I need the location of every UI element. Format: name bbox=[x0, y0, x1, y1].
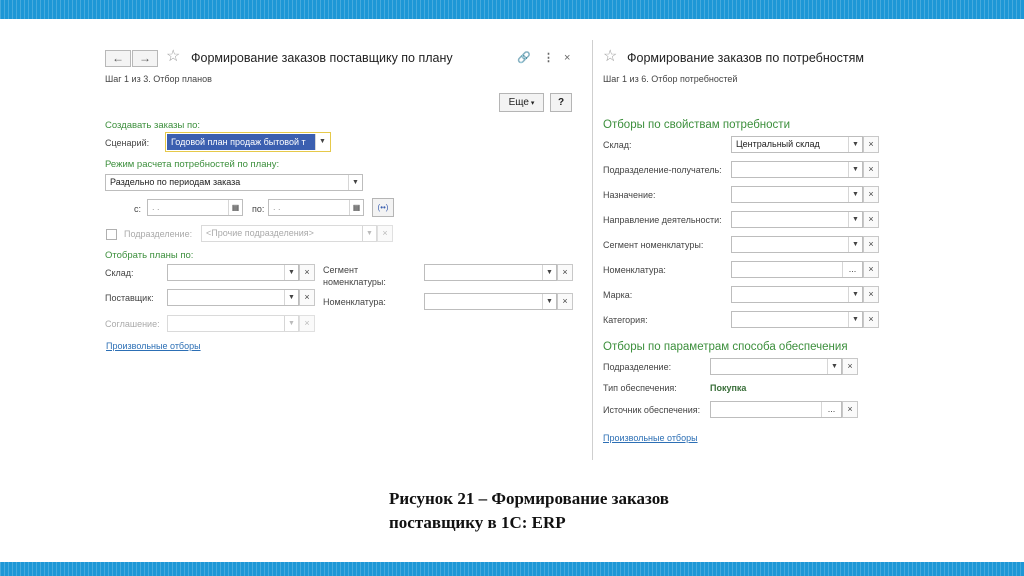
need-filter-value bbox=[732, 262, 842, 277]
agreement-clear-button[interactable]: × bbox=[299, 315, 315, 332]
need-filter-value bbox=[732, 212, 848, 227]
date-from-value: . . bbox=[152, 202, 160, 212]
agreement-field[interactable] bbox=[167, 315, 299, 332]
need-filter-value bbox=[732, 162, 848, 177]
supplier-value bbox=[168, 290, 284, 305]
need-filter-dropdown-icon[interactable]: ▼ bbox=[848, 237, 862, 252]
supply-source-select-button[interactable]: ... bbox=[821, 402, 841, 417]
scenario-field[interactable] bbox=[165, 132, 331, 152]
need-filter-label: Категория: bbox=[603, 315, 648, 325]
supply-source-label: Источник обеспечения: bbox=[603, 405, 701, 415]
calendar-icon[interactable]: ▦ bbox=[349, 200, 363, 215]
supply-division-label: Подразделение: bbox=[603, 362, 672, 372]
need-filter-field[interactable] bbox=[731, 161, 863, 178]
warehouse-clear-button[interactable]: × bbox=[299, 264, 315, 281]
supply-source-field[interactable] bbox=[710, 401, 842, 418]
create-orders-by-heading: Создавать заказы по: bbox=[105, 120, 201, 131]
need-filter-dropdown-icon[interactable]: ▼ bbox=[848, 312, 862, 327]
nomenclature-clear-button[interactable]: × bbox=[557, 293, 573, 310]
calc-mode-dropdown-icon[interactable]: ▼ bbox=[348, 175, 362, 190]
need-filter-clear-button[interactable]: × bbox=[863, 161, 879, 178]
need-filter-clear-button[interactable]: × bbox=[863, 211, 879, 228]
more-button[interactable]: Еще ▾ bbox=[499, 93, 544, 112]
close-icon[interactable]: × bbox=[564, 52, 571, 64]
scenario-value: Годовой план продаж бытовой т bbox=[167, 134, 315, 150]
need-filter-dropdown-icon[interactable]: ▼ bbox=[848, 137, 862, 152]
supply-type-value: Покупка bbox=[710, 383, 747, 393]
division-field[interactable] bbox=[201, 225, 377, 242]
top-decor-band bbox=[0, 0, 1024, 19]
nomenclature-label: Номенклатура: bbox=[323, 297, 386, 307]
date-from-input[interactable] bbox=[147, 199, 243, 216]
figure-caption bbox=[389, 487, 809, 535]
division-placeholder: <Прочие подразделения> bbox=[206, 228, 314, 238]
need-filter-dropdown-icon[interactable]: ▼ bbox=[848, 187, 862, 202]
link-icon[interactable]: 🔗 bbox=[517, 52, 531, 64]
need-filter-label: Номенклатура: bbox=[603, 265, 666, 275]
need-filter-dropdown-icon[interactable]: ▼ bbox=[848, 287, 862, 302]
need-filter-select-button[interactable]: ... bbox=[842, 262, 862, 277]
segment-clear-button[interactable]: × bbox=[557, 264, 573, 281]
need-filter-value bbox=[732, 287, 848, 302]
right-form-title: Формирование заказов по потребностям bbox=[627, 51, 865, 65]
need-filter-clear-button[interactable]: × bbox=[863, 311, 879, 328]
division-checkbox[interactable] bbox=[106, 229, 117, 240]
need-filter-field[interactable] bbox=[731, 286, 863, 303]
need-filter-label: Марка: bbox=[603, 290, 633, 300]
supply-type-label: Тип обеспечения: bbox=[603, 383, 677, 393]
need-filter-dropdown-icon[interactable]: ▼ bbox=[848, 162, 862, 177]
custom-filters-link[interactable]: Произвольные отборы bbox=[106, 341, 201, 351]
select-plans-heading: Отобрать планы по: bbox=[105, 250, 194, 261]
calc-mode-select[interactable] bbox=[105, 174, 363, 191]
need-filter-value bbox=[732, 237, 848, 252]
division-label: Подразделение: bbox=[124, 229, 193, 239]
custom-filters-link[interactable]: Произвольные отборы bbox=[603, 433, 698, 443]
need-filter-field[interactable] bbox=[731, 261, 863, 278]
agreement-label: Соглашение: bbox=[105, 319, 160, 329]
supplier-dropdown-icon[interactable]: ▼ bbox=[284, 290, 298, 305]
left-form-title: Формирование заказов поставщику по плану bbox=[191, 51, 453, 65]
filters-by-properties-heading: Отборы по свойствам потребности bbox=[603, 119, 790, 131]
supply-division-field[interactable] bbox=[710, 358, 842, 375]
date-to-value: . . bbox=[273, 202, 281, 212]
supplier-label: Поставщик: bbox=[105, 293, 154, 303]
calc-mode-value: Раздельно по периодам заказа bbox=[110, 177, 241, 187]
date-from-label: с: bbox=[134, 204, 142, 214]
agreement-dropdown-icon[interactable]: ▼ bbox=[284, 316, 298, 331]
scenario-dropdown-icon[interactable]: ▼ bbox=[315, 134, 329, 150]
need-filter-clear-button[interactable]: × bbox=[863, 186, 879, 203]
need-filter-field[interactable] bbox=[731, 236, 863, 253]
agreement-value bbox=[168, 316, 284, 331]
calendar-icon[interactable]: ▦ bbox=[228, 200, 242, 215]
need-filter-clear-button[interactable]: × bbox=[863, 286, 879, 303]
need-filter-label: Назначение: bbox=[603, 190, 656, 200]
forward-button[interactable]: → bbox=[132, 50, 158, 67]
supply-source-value bbox=[711, 402, 821, 417]
need-filter-clear-button[interactable]: × bbox=[863, 236, 879, 253]
need-filter-label: Направление деятельности: bbox=[603, 215, 722, 225]
warehouse-label: Склад: bbox=[105, 268, 134, 278]
more-button-label: Еще bbox=[508, 97, 529, 108]
back-button[interactable]: ← bbox=[105, 50, 131, 67]
supplier-clear-button[interactable]: × bbox=[299, 289, 315, 306]
need-filter-value bbox=[732, 187, 848, 202]
supply-division-clear-button[interactable]: × bbox=[842, 358, 858, 375]
need-filter-value: Центральный склад bbox=[736, 139, 820, 149]
caption-line-1: Рисунок 21 – Формирование заказов bbox=[389, 489, 669, 508]
nomenclature-value bbox=[425, 294, 542, 309]
more-actions-icon[interactable]: ⋮ bbox=[543, 52, 554, 64]
supply-division-dropdown-icon[interactable]: ▼ bbox=[827, 359, 841, 374]
need-filter-label: Подразделение-получатель: bbox=[603, 165, 722, 175]
help-button[interactable]: ? bbox=[550, 93, 572, 112]
period-select-button[interactable]: (••) bbox=[372, 198, 394, 217]
warehouse-field[interactable] bbox=[167, 264, 299, 281]
supply-division-value bbox=[711, 359, 827, 374]
date-to-label: по: bbox=[252, 204, 265, 214]
segment-value bbox=[425, 265, 542, 280]
nomenclature-field[interactable] bbox=[424, 293, 557, 310]
need-filter-field[interactable] bbox=[731, 211, 863, 228]
division-dropdown-icon[interactable]: ▼ bbox=[362, 226, 376, 241]
supplier-field[interactable] bbox=[167, 289, 299, 306]
segment-label-line2: номенклатуры: bbox=[323, 277, 386, 287]
nomenclature-dropdown-icon[interactable]: ▼ bbox=[542, 294, 556, 309]
calc-mode-heading: Режим расчета потребностей по плану: bbox=[105, 159, 280, 170]
favorite-star-icon[interactable]: ☆ bbox=[166, 48, 181, 65]
favorite-star-icon[interactable]: ☆ bbox=[603, 48, 618, 65]
need-filter-dropdown-icon[interactable]: ▼ bbox=[848, 212, 862, 227]
need-filter-label: Склад: bbox=[603, 140, 632, 150]
right-step-text: Шаг 1 из 6. Отбор потребностей bbox=[603, 74, 738, 84]
caption-line-2: поставщику в 1С: ERP bbox=[389, 513, 566, 532]
segment-dropdown-icon[interactable]: ▼ bbox=[542, 265, 556, 280]
warehouse-dropdown-icon[interactable]: ▼ bbox=[284, 265, 298, 280]
warehouse-value bbox=[168, 265, 284, 280]
need-filter-field[interactable] bbox=[731, 186, 863, 203]
need-filter-clear-button[interactable]: × bbox=[863, 261, 879, 278]
bottom-decor-band bbox=[0, 562, 1024, 576]
filters-by-supply-heading: Отборы по параметрам способа обеспечения bbox=[603, 341, 848, 353]
segment-label: Сегмент bbox=[323, 265, 359, 275]
need-filter-field[interactable] bbox=[731, 311, 863, 328]
division-clear-button[interactable]: × bbox=[377, 225, 393, 242]
need-filter-value bbox=[732, 312, 848, 327]
left-step-text: Шаг 1 из 3. Отбор планов bbox=[105, 74, 212, 84]
supply-source-clear-button[interactable]: × bbox=[842, 401, 858, 418]
scenario-label: Сценарий: bbox=[105, 138, 150, 148]
need-filter-label: Сегмент номенклатуры: bbox=[603, 240, 704, 250]
need-filter-clear-button[interactable]: × bbox=[863, 136, 879, 153]
date-to-input[interactable] bbox=[268, 199, 364, 216]
need-filter-field[interactable] bbox=[731, 136, 863, 153]
segment-field[interactable] bbox=[424, 264, 557, 281]
